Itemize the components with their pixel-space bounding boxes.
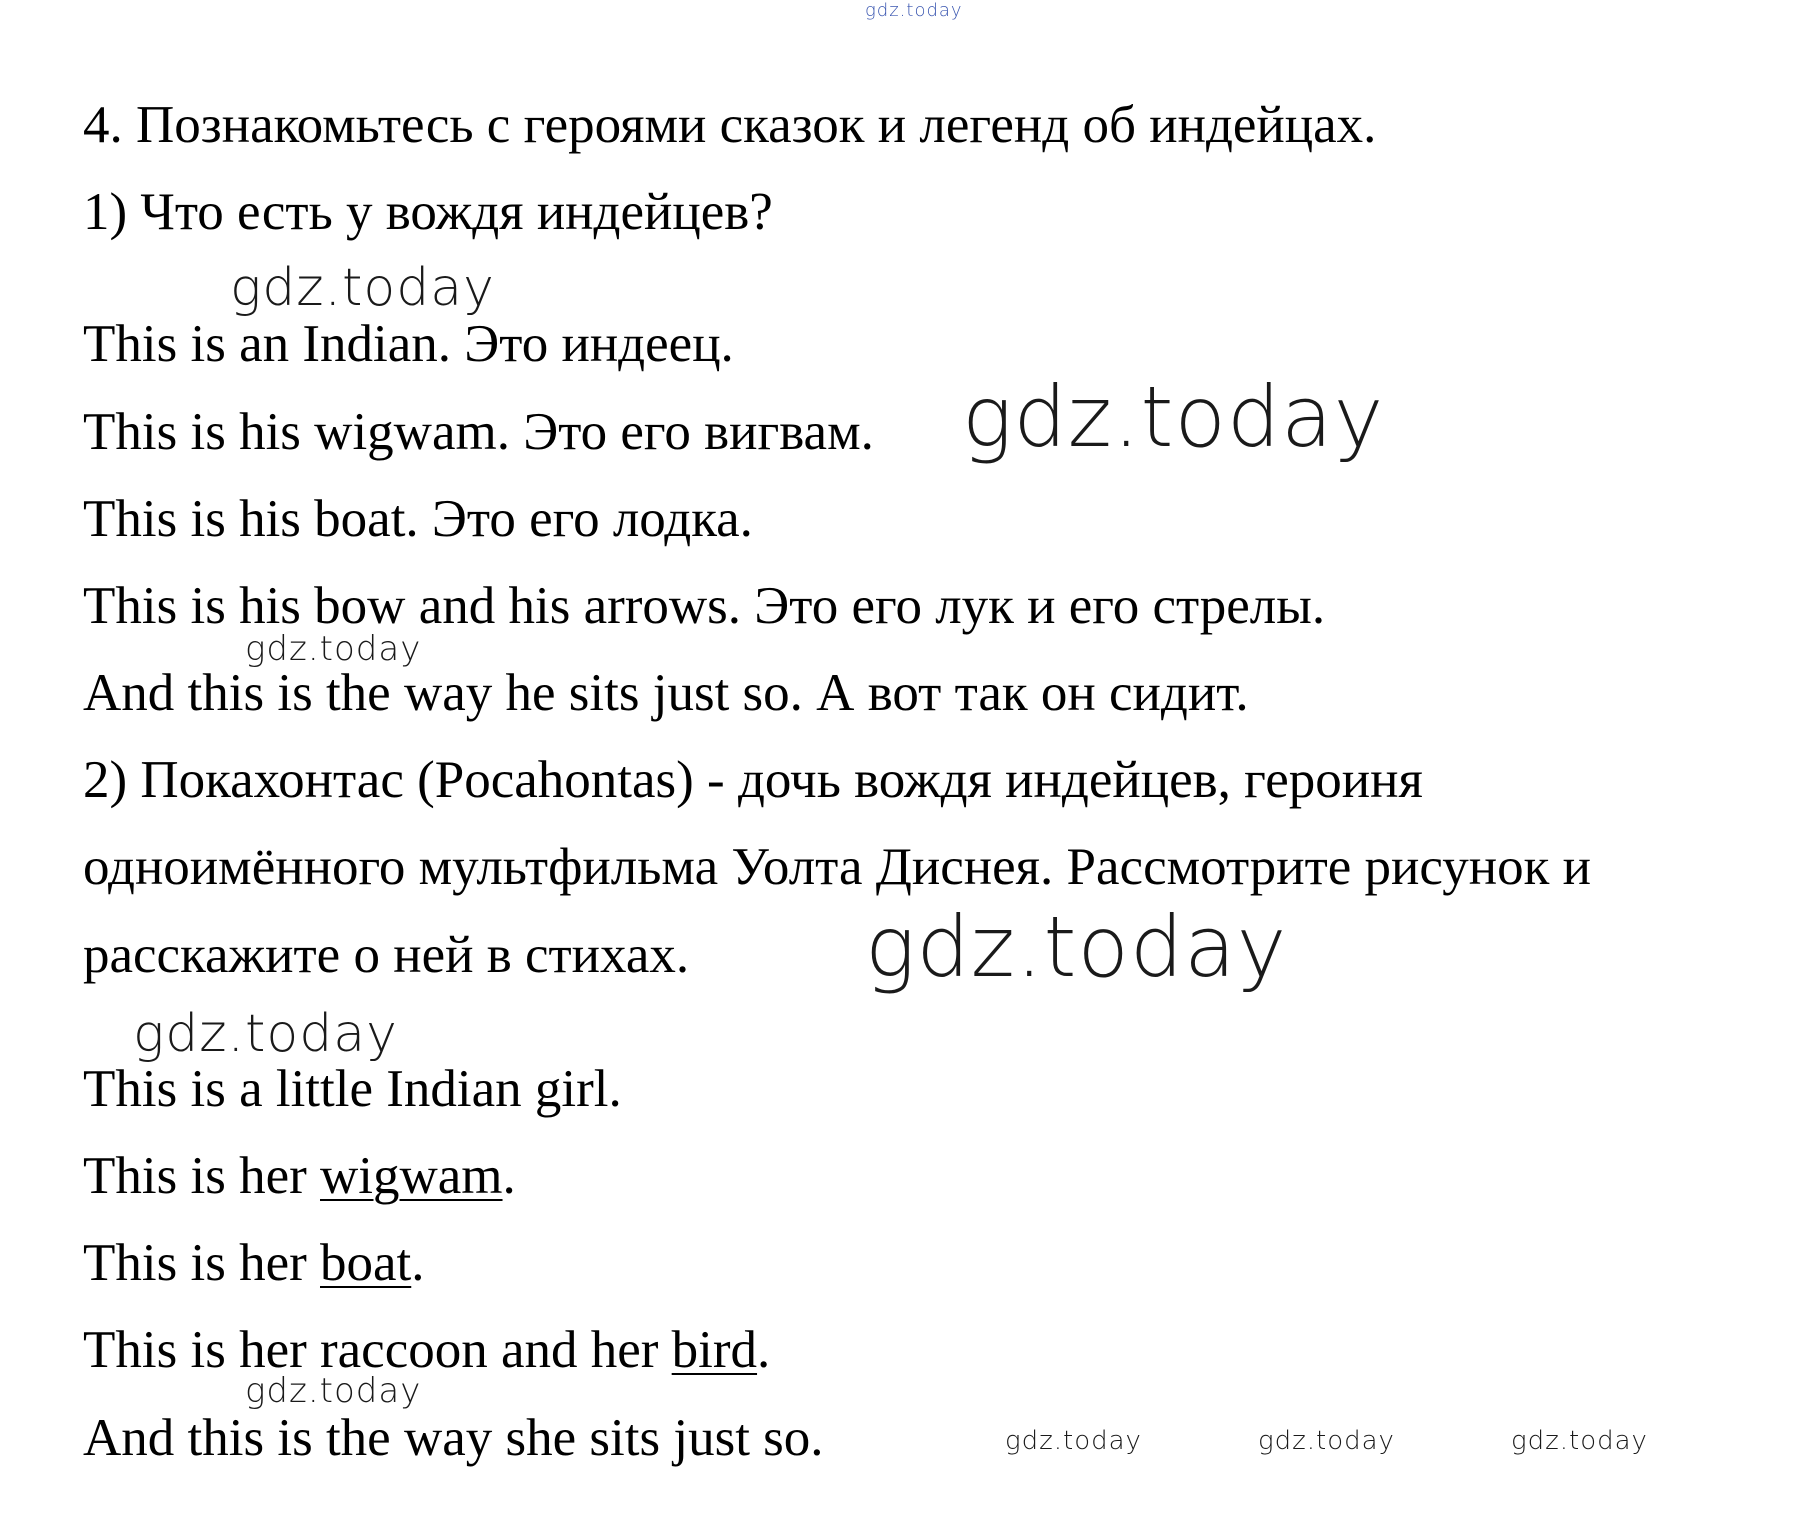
answer-word: wigwam: [320, 1147, 503, 1205]
watermark: gdz.today: [230, 258, 495, 318]
watermark: gdz.today: [1258, 1426, 1395, 1456]
poem-line: And this is the way she sits just so.: [83, 1409, 824, 1467]
part1-line: This is his boat. Это его лодка.: [83, 490, 753, 548]
part1-question: 1) Что есть у вождя индейцев?: [83, 183, 773, 241]
watermark: gdz.today: [1511, 1426, 1648, 1456]
poem-line-suffix: .: [502, 1147, 516, 1205]
poem-line-prefix: This is her: [83, 1234, 320, 1292]
watermark: gdz.today: [1005, 1426, 1142, 1456]
watermark-top: gdz.today: [865, 0, 963, 21]
poem-line-prefix: This is her: [83, 1147, 320, 1205]
watermark: gdz.today: [133, 1004, 398, 1064]
poem-line: [83, 1147, 516, 1205]
answer-word: bird: [671, 1321, 758, 1379]
poem-line: [83, 1234, 425, 1292]
watermark: gdz.today: [865, 898, 1288, 996]
part1-line: This is his bow and his arrows. Это его лук и его стрелы.: [83, 577, 1326, 635]
part2-question-line: 2) Покахонтас (Pocahontas) - дочь вождя индейцев, героиня: [83, 751, 1423, 809]
part2-question-line: одноимённого мультфильма Уолта Диснея. Рассмотрите рисунок и: [83, 838, 1591, 896]
watermark: gdz.today: [962, 368, 1385, 466]
part1-line: This is his wigwam. Это его вигвам.: [83, 403, 874, 461]
poem-line-suffix: .: [757, 1321, 771, 1379]
watermark: gdz.today: [245, 629, 422, 669]
poem-line-suffix: .: [411, 1234, 425, 1292]
poem-line: This is a little Indian girl.: [83, 1060, 622, 1118]
answer-word: boat: [320, 1234, 412, 1292]
exercise-heading: 4. Познакомьтесь с героями сказок и легенд об индейцах.: [83, 96, 1377, 154]
part1-line: This is an Indian. Это индеец.: [83, 315, 734, 373]
part2-question-line: расскажите о ней в стихах.: [83, 926, 690, 984]
part1-line: And this is the way he sits just so. А вот так он сидит.: [83, 664, 1249, 722]
poem-line-prefix: This is her raccoon and her: [83, 1321, 672, 1379]
poem-line: [83, 1321, 771, 1379]
watermark: gdz.today: [245, 1371, 422, 1411]
